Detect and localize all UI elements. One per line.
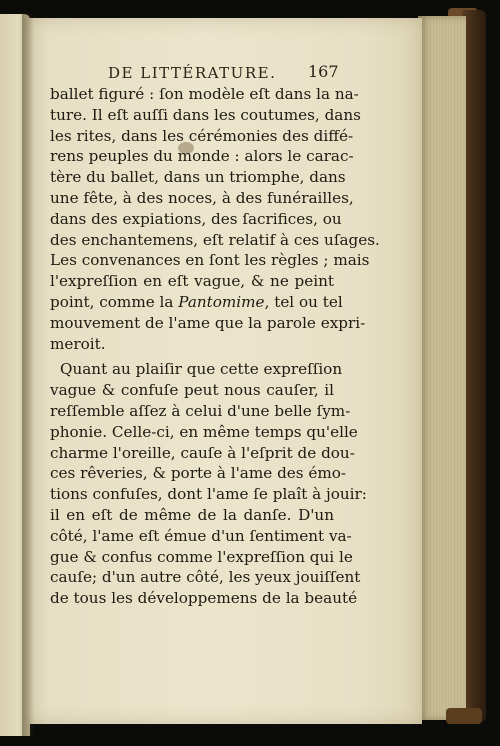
text-line: tère du ballet, dans un triomphe, dans <box>50 168 346 187</box>
gutter-shadow <box>22 14 34 736</box>
text-line: des enchantemens, eſt relatif à ces uſages. <box>50 230 380 249</box>
text-line: côté, l'ame eſt émue d'un ſentiment va- <box>50 526 352 545</box>
text-line: de tous les développemens de la beauté <box>50 589 358 608</box>
text-line: gue & confus comme l'expreſſion qui le <box>50 547 353 566</box>
running-head-title: DE LITTÉRATURE. <box>108 64 277 82</box>
running-head <box>100 60 350 86</box>
body-text <box>50 84 380 609</box>
text-line: mouvement de l'ame que la parole expri- <box>50 313 366 332</box>
text-line: dans des expiations, des ſacrifices, ou <box>50 209 342 228</box>
paragraph-1 <box>50 84 380 354</box>
text-line: charme l'oreille, cauſe à l'eſprit de dou- <box>50 443 355 462</box>
cover-corner-bottom <box>446 708 482 724</box>
text-line: Quant au plaiſir que cette expreſſion <box>60 360 343 379</box>
page-number: 167 <box>308 62 339 81</box>
text-line: l'expreſſion en eſt vague, & ne peint <box>50 272 334 291</box>
text-line: cauſe; d'un autre côté, les yeux jouiſſent <box>50 568 361 587</box>
text-line: tions confuſes, dont l'ame ſe plaît à jouir: <box>50 485 367 504</box>
text-line: meroit. <box>50 334 106 353</box>
text-line: les rites, dans les cérémonies des diffé- <box>50 126 354 145</box>
text-line-pantomime: point, comme la Pantomime, tel ou tel <box>50 292 343 311</box>
text-line: une fête, à des noces, à des funérailles, <box>50 188 354 207</box>
text-line: il en eſt de même de la danſe. D'un <box>50 505 334 524</box>
text-line: phonie. Celle-ci, en même temps qu'elle <box>50 422 358 441</box>
text-line: vague & confuſe peut nous cauſer, il <box>50 381 334 400</box>
text-line: Les convenances en ſont les règles ; mais <box>50 251 370 270</box>
text-line: ballet figuré : ſon modèle eſt dans la na- <box>50 85 359 103</box>
text-line: rens peuples du monde : alors le carac- <box>50 147 354 166</box>
text-line: reſſemble aſſez à celui d'une belle ſym- <box>50 401 351 420</box>
text-line: ture. Il eſt auſſi dans les coutumes, dans <box>50 105 361 124</box>
page-fore-edges <box>418 16 466 720</box>
text-line: ces rêveries, & porte à l'ame des émo- <box>50 464 347 483</box>
paragraph-2 <box>50 359 367 609</box>
